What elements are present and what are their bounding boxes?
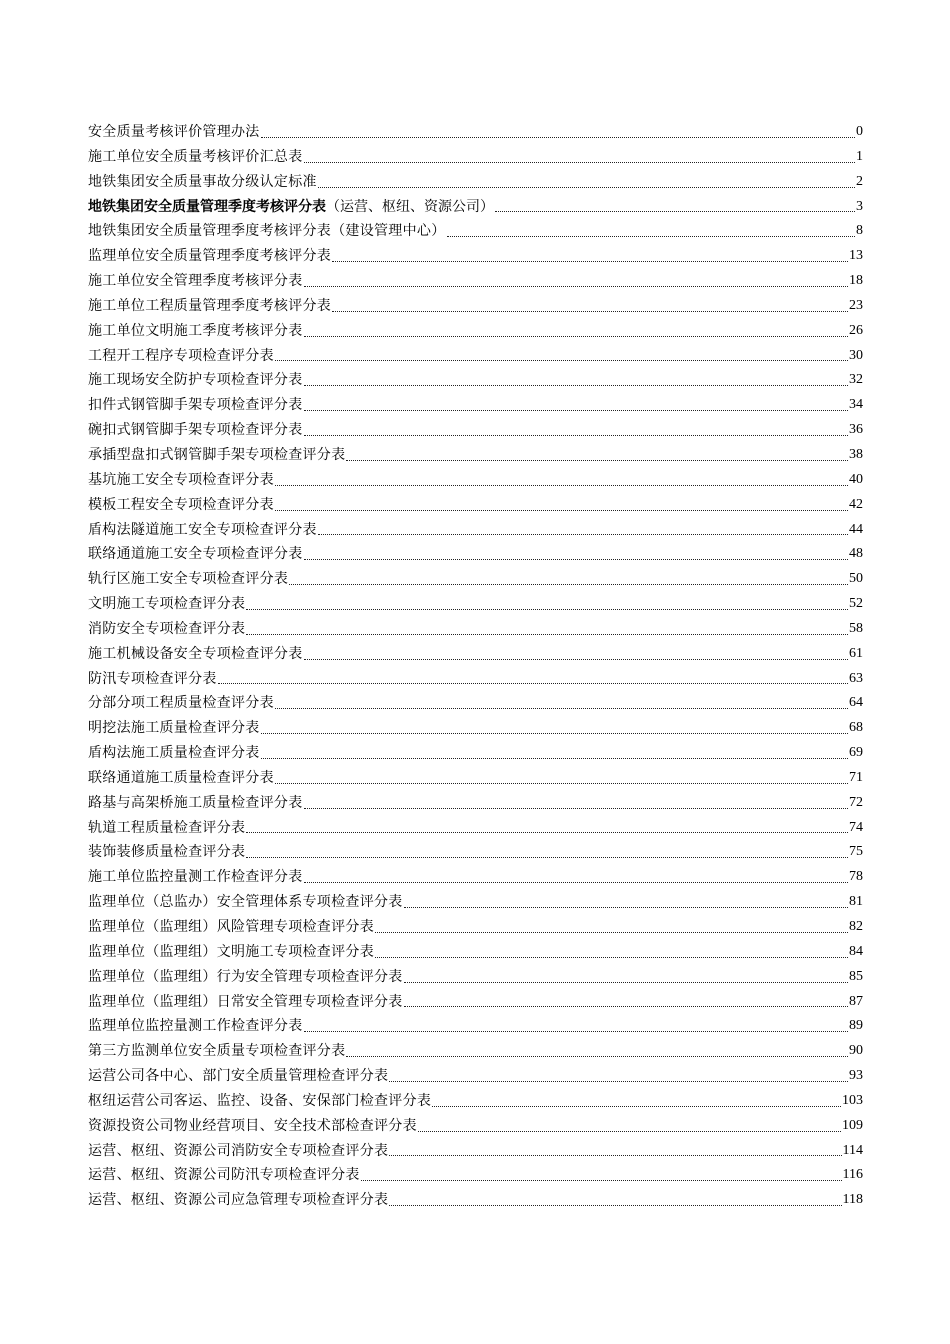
toc-entry-title-text: 联络通道施工质量检查评分表 — [88, 769, 274, 786]
toc-entry[interactable] — [88, 766, 863, 791]
toc-entry-title-text: 监理单位监控量测工作检查评分表 — [88, 1018, 303, 1035]
toc-entry[interactable] — [88, 965, 863, 990]
toc-entry-title-text: 监理单位（监理组）日常安全管理专项检查评分表 — [88, 993, 403, 1010]
toc-entry[interactable] — [88, 667, 863, 692]
toc-entry-title-text: 盾构法施工质量检查评分表 — [88, 745, 260, 762]
toc-dot-leader — [375, 931, 848, 933]
toc-entry[interactable] — [88, 418, 863, 443]
toc-entry-title — [88, 766, 274, 791]
toc-entry-title-text: 第三方监测单位安全质量专项检查评分表 — [88, 1043, 346, 1060]
toc-entry-title — [88, 418, 303, 443]
toc-entry[interactable] — [88, 195, 863, 220]
toc-page-number: 85 — [849, 968, 863, 984]
toc-entry[interactable] — [88, 567, 863, 592]
toc-page-number: 44 — [849, 521, 863, 537]
toc-dot-leader — [375, 956, 848, 958]
toc-entry-title — [88, 542, 303, 567]
toc-dot-leader — [404, 906, 848, 908]
toc-dot-leader — [275, 782, 848, 784]
toc-dot-leader — [447, 235, 856, 237]
toc-entry-title — [88, 1089, 431, 1114]
toc-dot-leader — [332, 260, 848, 262]
toc-entry-title-text: 基坑施工安全专项检查评分表 — [88, 471, 274, 488]
toc-page-number: 23 — [849, 297, 863, 313]
toc-entry-title — [88, 170, 317, 195]
toc-entry-title-text: 工程开工程序专项检查评分表 — [88, 347, 274, 364]
toc-page-number: 32 — [849, 372, 863, 388]
toc-entry[interactable] — [88, 1114, 863, 1139]
toc-entry-title — [88, 840, 245, 865]
toc-entry-title-text: 运营公司各中心、部门安全质量管理检查评分表 — [88, 1068, 389, 1085]
toc-entry-title — [88, 145, 303, 170]
toc-page-number: 90 — [849, 1043, 863, 1059]
toc-entry-title-text: 施工现场安全防护专项检查评分表 — [88, 372, 303, 389]
toc-entry-title — [88, 990, 403, 1015]
toc-entry-title — [88, 518, 317, 543]
table-of-contents — [88, 120, 863, 1213]
toc-page-number: 61 — [849, 645, 863, 661]
toc-entry-title-text: 地铁集团安全质量事故分级认定标准 — [88, 173, 317, 190]
toc-page-number: 116 — [842, 1167, 863, 1183]
toc-entry-title — [88, 915, 374, 940]
toc-page-number: 69 — [849, 745, 863, 761]
toc-entry-title-text: 承插型盘扣式钢管脚手架专项检查评分表 — [88, 446, 346, 463]
toc-entry-title — [88, 443, 345, 468]
toc-dot-leader — [346, 1055, 848, 1057]
toc-entry-title — [88, 865, 303, 890]
toc-dot-leader — [275, 707, 848, 709]
toc-dot-leader — [261, 136, 855, 138]
toc-dot-leader — [275, 509, 848, 511]
toc-entry-title — [88, 195, 494, 220]
toc-entry-title-text: 扣件式钢管脚手架专项检查评分表 — [88, 397, 303, 414]
toc-entry[interactable] — [88, 518, 863, 543]
toc-dot-leader — [346, 459, 848, 461]
toc-entry-title-text: 地铁集团安全质量管理季度考核评分表（建设管理中心） — [88, 223, 446, 240]
toc-entry-title — [88, 592, 245, 617]
toc-entry-title-text: 联络通道施工安全专项检查评分表 — [88, 546, 303, 563]
toc-entry[interactable] — [88, 915, 863, 940]
toc-entry[interactable] — [88, 1163, 863, 1188]
toc-entry[interactable] — [88, 493, 863, 518]
toc-page-number: 118 — [842, 1192, 863, 1208]
toc-dot-leader — [304, 558, 849, 560]
toc-entry-title-text: 盾构法隧道施工安全专项检查评分表 — [88, 521, 317, 538]
toc-dot-leader — [246, 608, 848, 610]
toc-entry-title — [88, 1014, 303, 1039]
toc-entry[interactable] — [88, 269, 863, 294]
toc-entry-title-text: 轨行区施工安全专项检查评分表 — [88, 571, 289, 588]
toc-entry-title-text: 分部分项工程质量检查评分表 — [88, 695, 274, 712]
toc-dot-leader — [389, 1154, 841, 1156]
toc-dot-leader — [404, 1005, 848, 1007]
toc-entry-title — [88, 368, 303, 393]
toc-entry-title-text: 防汛专项检查评分表 — [88, 670, 217, 687]
toc-entry-title-text: 安全质量考核评价管理办法 — [88, 124, 260, 140]
toc-page-number: 89 — [849, 1018, 863, 1034]
toc-entry-title — [88, 244, 331, 269]
toc-page-number: 42 — [849, 496, 863, 512]
toc-entry-title-text: 模板工程安全专项检查评分表 — [88, 496, 274, 513]
toc-page-number: 72 — [849, 794, 863, 810]
toc-dot-leader — [432, 1105, 841, 1107]
toc-entry-title-text: 枢纽运营公司客运、监控、设备、安保部门检查评分表 — [88, 1092, 432, 1109]
toc-dot-leader — [418, 1130, 841, 1132]
toc-dot-leader — [304, 335, 849, 337]
toc-entry[interactable] — [88, 642, 863, 667]
toc-page-number: 3 — [856, 198, 863, 214]
toc-entry-title-text: 明挖法施工质量检查评分表 — [88, 720, 260, 737]
toc-entry-title — [88, 1139, 388, 1164]
toc-entry-title — [88, 965, 403, 990]
toc-entry[interactable] — [88, 294, 863, 319]
toc-entry[interactable] — [88, 542, 863, 567]
toc-entry[interactable] — [88, 890, 863, 915]
toc-entry[interactable] — [88, 741, 863, 766]
toc-entry-title — [88, 344, 274, 369]
toc-page-number: 52 — [849, 596, 863, 612]
toc-dot-leader — [261, 757, 848, 759]
toc-page-number: 2 — [856, 173, 863, 189]
toc-entry-title-text: 监理单位（监理组）风险管理专项检查评分表 — [88, 919, 374, 935]
toc-entry[interactable] — [88, 1188, 863, 1213]
toc-dot-leader — [304, 1030, 849, 1032]
toc-entry[interactable] — [88, 344, 863, 369]
toc-page-number: 48 — [849, 546, 863, 562]
toc-page-number: 84 — [849, 943, 863, 959]
toc-page-number: 64 — [849, 695, 863, 711]
toc-page-number: 63 — [849, 670, 863, 686]
toc-entry[interactable] — [88, 244, 863, 269]
toc-entry-title-text: 施工单位工程质量管理季度考核评分表 — [88, 297, 332, 314]
toc-dot-leader — [318, 186, 855, 188]
toc-dot-leader — [495, 210, 855, 212]
toc-dot-leader — [275, 484, 848, 486]
toc-entry[interactable] — [88, 691, 863, 716]
toc-entry-title-text: 监理单位（监理组）行为安全管理专项检查评分表 — [88, 968, 403, 985]
toc-page-number: 1 — [856, 148, 863, 164]
toc-entry-title — [88, 468, 274, 493]
toc-entry-title-text: 施工单位监控量测工作检查评分表 — [88, 869, 303, 886]
toc-entry-title-text: 施工单位安全质量考核评价汇总表 — [88, 148, 303, 165]
toc-page-number: 75 — [849, 844, 863, 860]
toc-page-number: 74 — [849, 819, 863, 835]
toc-entry-title-text: 监理单位（监理组）文明施工专项检查评分表 — [88, 943, 374, 960]
toc-entry[interactable] — [88, 443, 863, 468]
toc-entry[interactable] — [88, 1039, 863, 1064]
toc-entry-title — [88, 269, 303, 294]
toc-entry-title-text: 施工机械设备安全专项检查评分表 — [88, 645, 303, 662]
toc-entry-title — [88, 642, 303, 667]
toc-page-number: 0 — [856, 124, 863, 139]
toc-dot-leader — [332, 310, 848, 312]
toc-entry-title-text: 资源投资公司物业经营项目、安全技术部检查评分表 — [88, 1117, 417, 1134]
toc-entry-title-text: 运营、枢纽、资源公司消防安全专项检查评分表 — [88, 1142, 389, 1159]
toc-entry-title-suffix: （运营、枢纽、资源公司） — [326, 198, 494, 215]
toc-entry-title — [88, 1064, 388, 1089]
toc-dot-leader — [218, 682, 848, 684]
toc-dot-leader — [304, 434, 849, 436]
toc-entry[interactable] — [88, 120, 863, 145]
toc-entry-title — [88, 791, 303, 816]
toc-page-number: 50 — [849, 571, 863, 587]
toc-page-number: 87 — [849, 993, 863, 1009]
toc-entry-title — [88, 816, 245, 841]
toc-dot-leader — [304, 161, 856, 163]
toc-dot-leader — [304, 807, 849, 809]
toc-dot-leader — [304, 285, 849, 287]
toc-page-number: 103 — [842, 1092, 863, 1108]
toc-entry-title — [88, 319, 303, 344]
toc-entry[interactable] — [88, 816, 863, 841]
toc-entry-title — [88, 940, 374, 965]
toc-dot-leader — [304, 409, 849, 411]
toc-entry-title-text: 消防安全专项检查评分表 — [88, 620, 246, 637]
toc-entry-title-text: 施工单位文明施工季度考核评分表 — [88, 322, 303, 339]
toc-entry-title-text: 运营、枢纽、资源公司应急管理专项检查评分表 — [88, 1192, 389, 1209]
toc-entry[interactable] — [88, 219, 863, 244]
toc-entry-title — [88, 1039, 345, 1064]
toc-page-number: 26 — [849, 322, 863, 338]
toc-entry[interactable] — [88, 940, 863, 965]
toc-dot-leader — [304, 384, 849, 386]
toc-entry-title-text: 施工单位安全管理季度考核评分表 — [88, 273, 303, 290]
toc-dot-leader — [361, 1179, 842, 1181]
toc-entry-title — [88, 567, 288, 592]
toc-dot-leader — [389, 1080, 848, 1082]
toc-entry[interactable] — [88, 990, 863, 1015]
toc-dot-leader — [404, 981, 848, 983]
toc-entry-title-text: 碗扣式钢管脚手架专项检查评分表 — [88, 422, 303, 439]
toc-entry-title-text: 文明施工专项检查评分表 — [88, 596, 246, 613]
toc-dot-leader — [304, 881, 849, 883]
toc-page-number: 34 — [849, 397, 863, 413]
toc-dot-leader — [261, 732, 848, 734]
toc-entry[interactable] — [88, 1139, 863, 1164]
toc-entry[interactable] — [88, 592, 863, 617]
toc-entry-title — [88, 1163, 360, 1188]
toc-entry-title-text: 地铁集团安全质量管理季度考核评分表 — [88, 198, 326, 215]
toc-entry-title — [88, 890, 403, 915]
toc-page-number: 114 — [842, 1142, 863, 1158]
toc-entry[interactable] — [88, 368, 863, 393]
toc-entry-title-text: 监理单位（总监办）安全管理体系专项检查评分表 — [88, 894, 403, 911]
toc-entry-title — [88, 120, 260, 145]
toc-entry[interactable] — [88, 319, 863, 344]
toc-dot-leader — [389, 1204, 841, 1206]
toc-entry-title — [88, 1188, 388, 1213]
toc-entry[interactable] — [88, 617, 863, 642]
toc-entry-title — [88, 294, 331, 319]
toc-entry-title — [88, 617, 245, 642]
toc-page-number: 78 — [849, 869, 863, 885]
toc-entry-title-text: 装饰装修质量检查评分表 — [88, 844, 246, 861]
toc-page-number: 82 — [849, 919, 863, 934]
toc-entry-title — [88, 1114, 417, 1139]
toc-dot-leader — [304, 658, 849, 660]
toc-page-number: 58 — [849, 620, 863, 636]
toc-entry[interactable] — [88, 865, 863, 890]
toc-entry-title-text: 路基与高架桥施工质量检查评分表 — [88, 794, 303, 811]
toc-dot-leader — [246, 831, 848, 833]
toc-page-number: 38 — [849, 446, 863, 462]
toc-entry[interactable] — [88, 1089, 863, 1114]
toc-entry-title — [88, 493, 274, 518]
toc-entry-title — [88, 667, 217, 692]
toc-page-number: 36 — [849, 422, 863, 438]
toc-page-number: 13 — [849, 248, 863, 264]
toc-dot-leader — [246, 856, 848, 858]
toc-entry[interactable] — [88, 1064, 863, 1089]
toc-entry-title — [88, 393, 303, 418]
toc-entry-title-text: 监理单位安全质量管理季度考核评分表 — [88, 248, 332, 265]
toc-entry-title — [88, 219, 446, 244]
toc-entry[interactable] — [88, 468, 863, 493]
toc-page-number: 68 — [849, 720, 863, 736]
toc-entry[interactable] — [88, 1014, 863, 1039]
toc-entry[interactable] — [88, 170, 863, 195]
toc-dot-leader — [318, 533, 848, 535]
toc-page-number: 18 — [849, 273, 863, 289]
toc-page-number: 40 — [849, 471, 863, 487]
toc-page-number: 30 — [849, 347, 863, 363]
toc-entry-title-text: 运营、枢纽、资源公司防汛专项检查评分表 — [88, 1167, 360, 1184]
toc-page-number: 93 — [849, 1068, 863, 1084]
toc-dot-leader — [246, 633, 848, 635]
toc-entry[interactable] — [88, 840, 863, 865]
toc-entry-title-text: 轨道工程质量检查评分表 — [88, 819, 246, 836]
toc-page-number: 8 — [856, 223, 863, 239]
toc-entry-title — [88, 716, 260, 741]
toc-page-number: 109 — [842, 1117, 863, 1133]
toc-entry[interactable] — [88, 145, 863, 170]
toc-entry-title — [88, 741, 260, 766]
toc-dot-leader — [275, 359, 848, 361]
toc-page-number: 71 — [849, 769, 863, 785]
toc-entry[interactable] — [88, 716, 863, 741]
toc-entry[interactable] — [88, 393, 863, 418]
toc-dot-leader — [289, 583, 848, 585]
toc-entry-title — [88, 691, 274, 716]
toc-page-number: 81 — [849, 894, 863, 910]
toc-entry[interactable] — [88, 791, 863, 816]
